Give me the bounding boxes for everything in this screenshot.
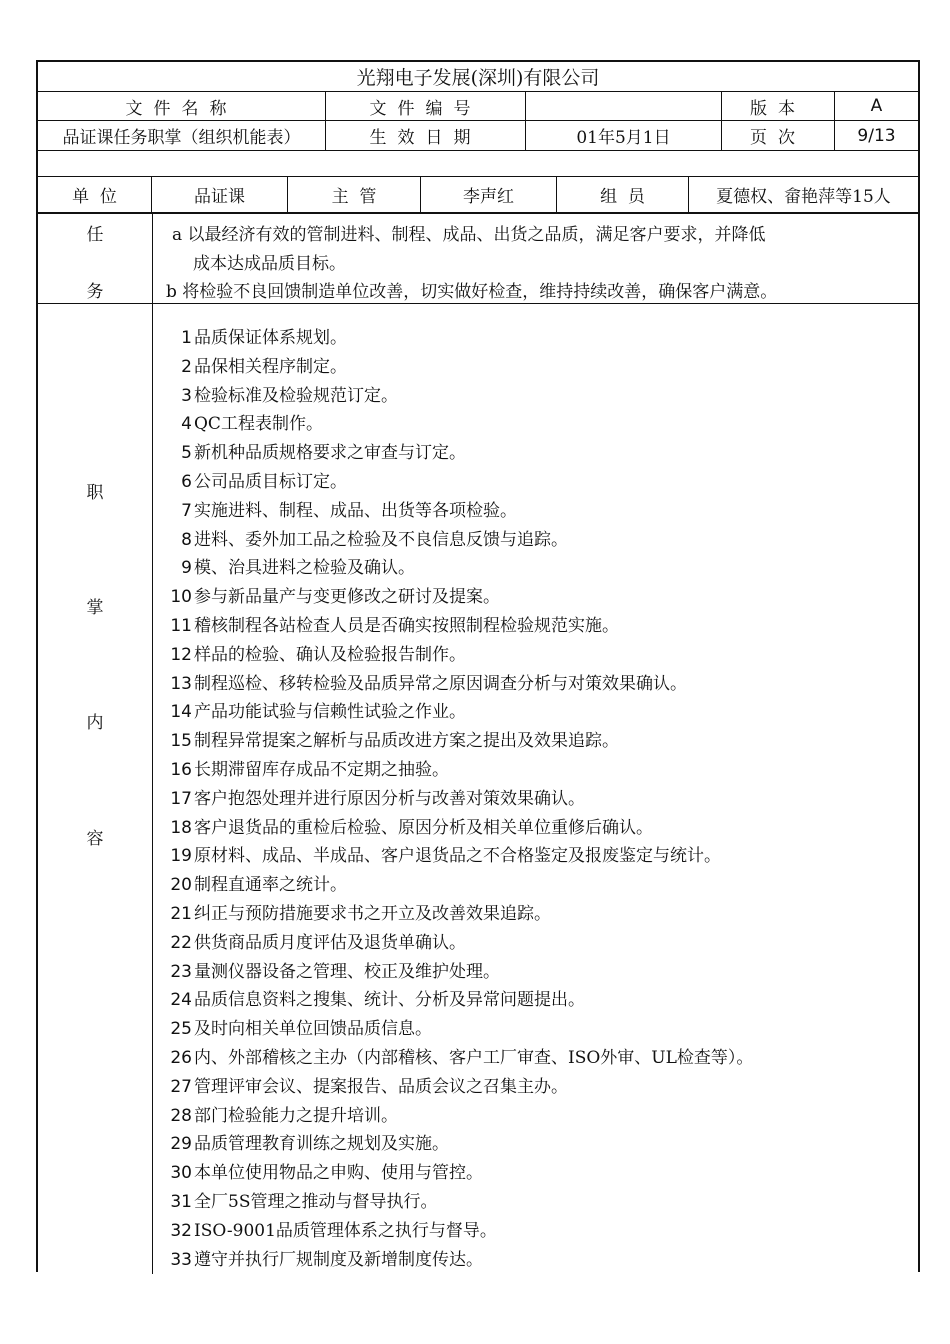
duty-text: 参与新品量产与变更修改之研讨及提案。	[194, 587, 500, 608]
duty-item	[160, 986, 585, 1014]
duty-text: 品保相关程序制定。	[194, 356, 347, 377]
duty-text: 产品功能试验与信赖性试验之作业。	[194, 702, 466, 723]
company-title-row	[38, 62, 918, 92]
duty-number: 1	[181, 328, 192, 348]
duty-number: 15	[170, 731, 192, 752]
task-line-a2: 成本达成品质目标。	[193, 254, 346, 274]
duty-text: 原材料、成品、半成品、客户退货品之不合格鉴定及报废鉴定与统计。	[194, 846, 721, 867]
duty-number: 3	[181, 385, 192, 406]
duty-item	[160, 756, 449, 784]
duty-number: 22	[170, 932, 192, 953]
duty-item	[160, 1188, 437, 1216]
duty-text: 客户退货品的重检后检验、原因分析及相关单位重修后确认。	[194, 817, 653, 838]
duty-text: 遵守并执行厂规制度及新增制度传达。	[194, 1249, 483, 1270]
duty-number: 31	[170, 1192, 192, 1212]
duty-number: 27	[170, 1076, 192, 1097]
duty-number: 4	[181, 414, 192, 435]
duty-item	[160, 1015, 432, 1043]
duty-text: QC工程表制作。	[194, 414, 323, 435]
effective-date-value: 01年5月1日	[526, 121, 722, 150]
duty-item	[160, 382, 398, 410]
task-line-b: b 将检验不良回馈制造单位改善，切实做好检查，维持持续改善，确保客户满意。	[166, 282, 778, 302]
manager-value: 李声红	[421, 177, 557, 212]
duty-text: 制程异常提案之解析与品质改进方案之提出及效果追踪。	[194, 731, 619, 752]
header-row-1	[38, 92, 918, 121]
duty-text: 公司品质目标订定。	[194, 472, 347, 492]
duty-item	[160, 612, 619, 640]
duty-number: 23	[170, 961, 192, 982]
doc-name-label: 文件名称	[38, 92, 326, 120]
duty-number: 26	[170, 1048, 192, 1068]
duty-item	[160, 1130, 449, 1158]
members-label: 组 员	[557, 177, 689, 212]
duty-number: 8	[181, 529, 192, 550]
task-label-bottom: 务	[86, 282, 104, 302]
duty-number: 33	[170, 1249, 192, 1270]
duty-text: 本单位使用物品之申购、使用与管控。	[194, 1163, 483, 1184]
unit-value: 品证课	[152, 177, 288, 212]
doc-title: 品证课任务职掌（组织机能表）	[38, 121, 326, 150]
duty-item	[160, 958, 500, 986]
duty-item	[160, 871, 347, 899]
unit-row	[38, 177, 918, 214]
duties-label-char: 容	[86, 829, 104, 849]
task-label-top: 任	[86, 225, 104, 245]
duty-item	[160, 727, 619, 755]
duty-number: 30	[170, 1163, 192, 1184]
duty-item	[160, 1217, 497, 1245]
duty-number: 28	[170, 1105, 192, 1126]
duty-text: 品质信息资料之搜集、统计、分析及异常问题提出。	[194, 990, 585, 1011]
duty-item	[160, 641, 466, 669]
duty-item	[160, 1044, 753, 1072]
duty-number: 11	[170, 616, 192, 636]
duty-item	[160, 353, 347, 381]
duty-text: 品质保证体系规划。	[194, 328, 347, 348]
duties-divider	[152, 304, 153, 1274]
org-function-table	[36, 60, 920, 1272]
duty-number: 14	[170, 702, 192, 723]
duty-item	[160, 554, 415, 582]
duty-text: 制程巡检、移转检验及品质异常之原因调查分析与对策效果确认。	[194, 673, 687, 694]
duties-label-char: 职	[86, 483, 104, 503]
duty-item	[160, 583, 500, 611]
duty-number: 19	[170, 846, 192, 867]
page-value: 9/13	[857, 125, 896, 146]
duty-number: 17	[170, 788, 192, 809]
duty-number: 12	[170, 644, 192, 665]
duties-label-char: 掌	[86, 598, 104, 618]
doc-no-label: 文件编号	[326, 92, 526, 120]
duty-number: 16	[170, 760, 192, 780]
duty-text: 客户抱怨处理并进行原因分析与改善对策效果确认。	[194, 788, 585, 809]
manager-label: 主 管	[288, 177, 421, 212]
duty-number: 9	[181, 558, 192, 579]
duty-text: 及时向相关单位回馈品质信息。	[194, 1019, 432, 1040]
task-line-a1: a 以最经济有效的管制进料、制程、成品、出货之品质，满足客户要求，并降低	[172, 225, 766, 245]
version-label: 版本	[722, 92, 835, 120]
duty-text: 全厂5S管理之推动与督导执行。	[194, 1192, 438, 1212]
duty-number: 29	[170, 1134, 192, 1155]
duty-number: 18	[170, 817, 192, 838]
duty-text: 检验标准及检验规范订定。	[194, 385, 398, 406]
duty-text: 部门检验能力之提升培训。	[194, 1105, 398, 1126]
duty-item	[160, 900, 551, 928]
duty-item	[160, 1159, 483, 1187]
duty-item	[160, 698, 466, 726]
duty-item	[160, 929, 466, 957]
duty-text: 内、外部稽核之主办（内部稽核、客户工厂审查、ISO外审、UL检查等）。	[194, 1048, 754, 1068]
unit-label: 单 位	[38, 177, 152, 212]
duty-item	[160, 785, 585, 813]
duty-text: 品质管理教育训练之规划及实施。	[194, 1134, 449, 1155]
duty-number: 5	[181, 443, 192, 464]
page-label: 页次	[722, 121, 835, 150]
duty-text: 样品的检验、确认及检验报告制作。	[194, 644, 466, 665]
duty-item	[160, 1073, 568, 1101]
duty-item	[160, 324, 347, 352]
duty-number: 6	[181, 472, 192, 492]
version-value: A	[870, 96, 883, 116]
duty-text: 模、治具进料之检验及确认。	[194, 558, 415, 579]
duty-text: 量测仪器设备之管理、校正及维护处理。	[194, 961, 500, 982]
duty-number: 24	[170, 990, 192, 1011]
task-row	[38, 214, 918, 304]
header-row-2	[38, 121, 918, 151]
duty-item	[160, 1102, 398, 1130]
duty-text: 管理评审会议、提案报告、品质会议之召集主办。	[194, 1076, 568, 1097]
duty-text: 纠正与预防措施要求书之开立及改善效果追踪。	[194, 904, 551, 924]
duty-item	[160, 410, 323, 438]
duty-number: 21	[170, 904, 192, 924]
duty-number: 32	[170, 1220, 192, 1241]
duty-number: 20	[170, 875, 192, 896]
duty-number: 7	[181, 500, 192, 521]
duty-text: 进料、委外加工品之检验及不良信息反馈与追踪。	[194, 529, 568, 550]
duty-item	[160, 439, 466, 467]
task-divider	[152, 214, 153, 304]
duty-item	[160, 468, 347, 496]
spacer-row	[38, 151, 918, 177]
company-name: 光翔电子发展(深圳)有限公司	[356, 67, 600, 89]
members-value: 夏德权、畲艳萍等15人	[716, 187, 891, 207]
duty-item	[160, 497, 517, 525]
duties-label-char: 内	[86, 713, 104, 733]
duty-number: 25	[170, 1019, 192, 1040]
duty-text: 制程直通率之统计。	[194, 875, 347, 896]
duty-item	[160, 814, 653, 842]
duty-item	[160, 842, 721, 870]
duty-number: 2	[181, 356, 192, 377]
duty-text: 稽核制程各站检查人员是否确实按照制程检验规范实施。	[194, 616, 619, 636]
duty-item	[160, 670, 687, 698]
duty-text: 长期滞留库存成品不定期之抽验。	[194, 760, 449, 780]
duty-text: 新机种品质规格要求之审查与订定。	[194, 443, 466, 464]
duty-item	[160, 526, 568, 554]
effective-date-label: 生效日期	[326, 121, 526, 150]
duty-number: 10	[170, 587, 192, 608]
duty-text: 供货商品质月度评估及退货单确认。	[194, 932, 466, 953]
duty-number: 13	[170, 673, 192, 694]
duty-text: 实施进料、制程、成品、出货等各项检验。	[194, 500, 517, 521]
doc-no-value	[526, 92, 722, 120]
duty-text: ISO-9001品质管理体系之执行与督导。	[194, 1220, 497, 1241]
duty-item	[160, 1246, 483, 1274]
